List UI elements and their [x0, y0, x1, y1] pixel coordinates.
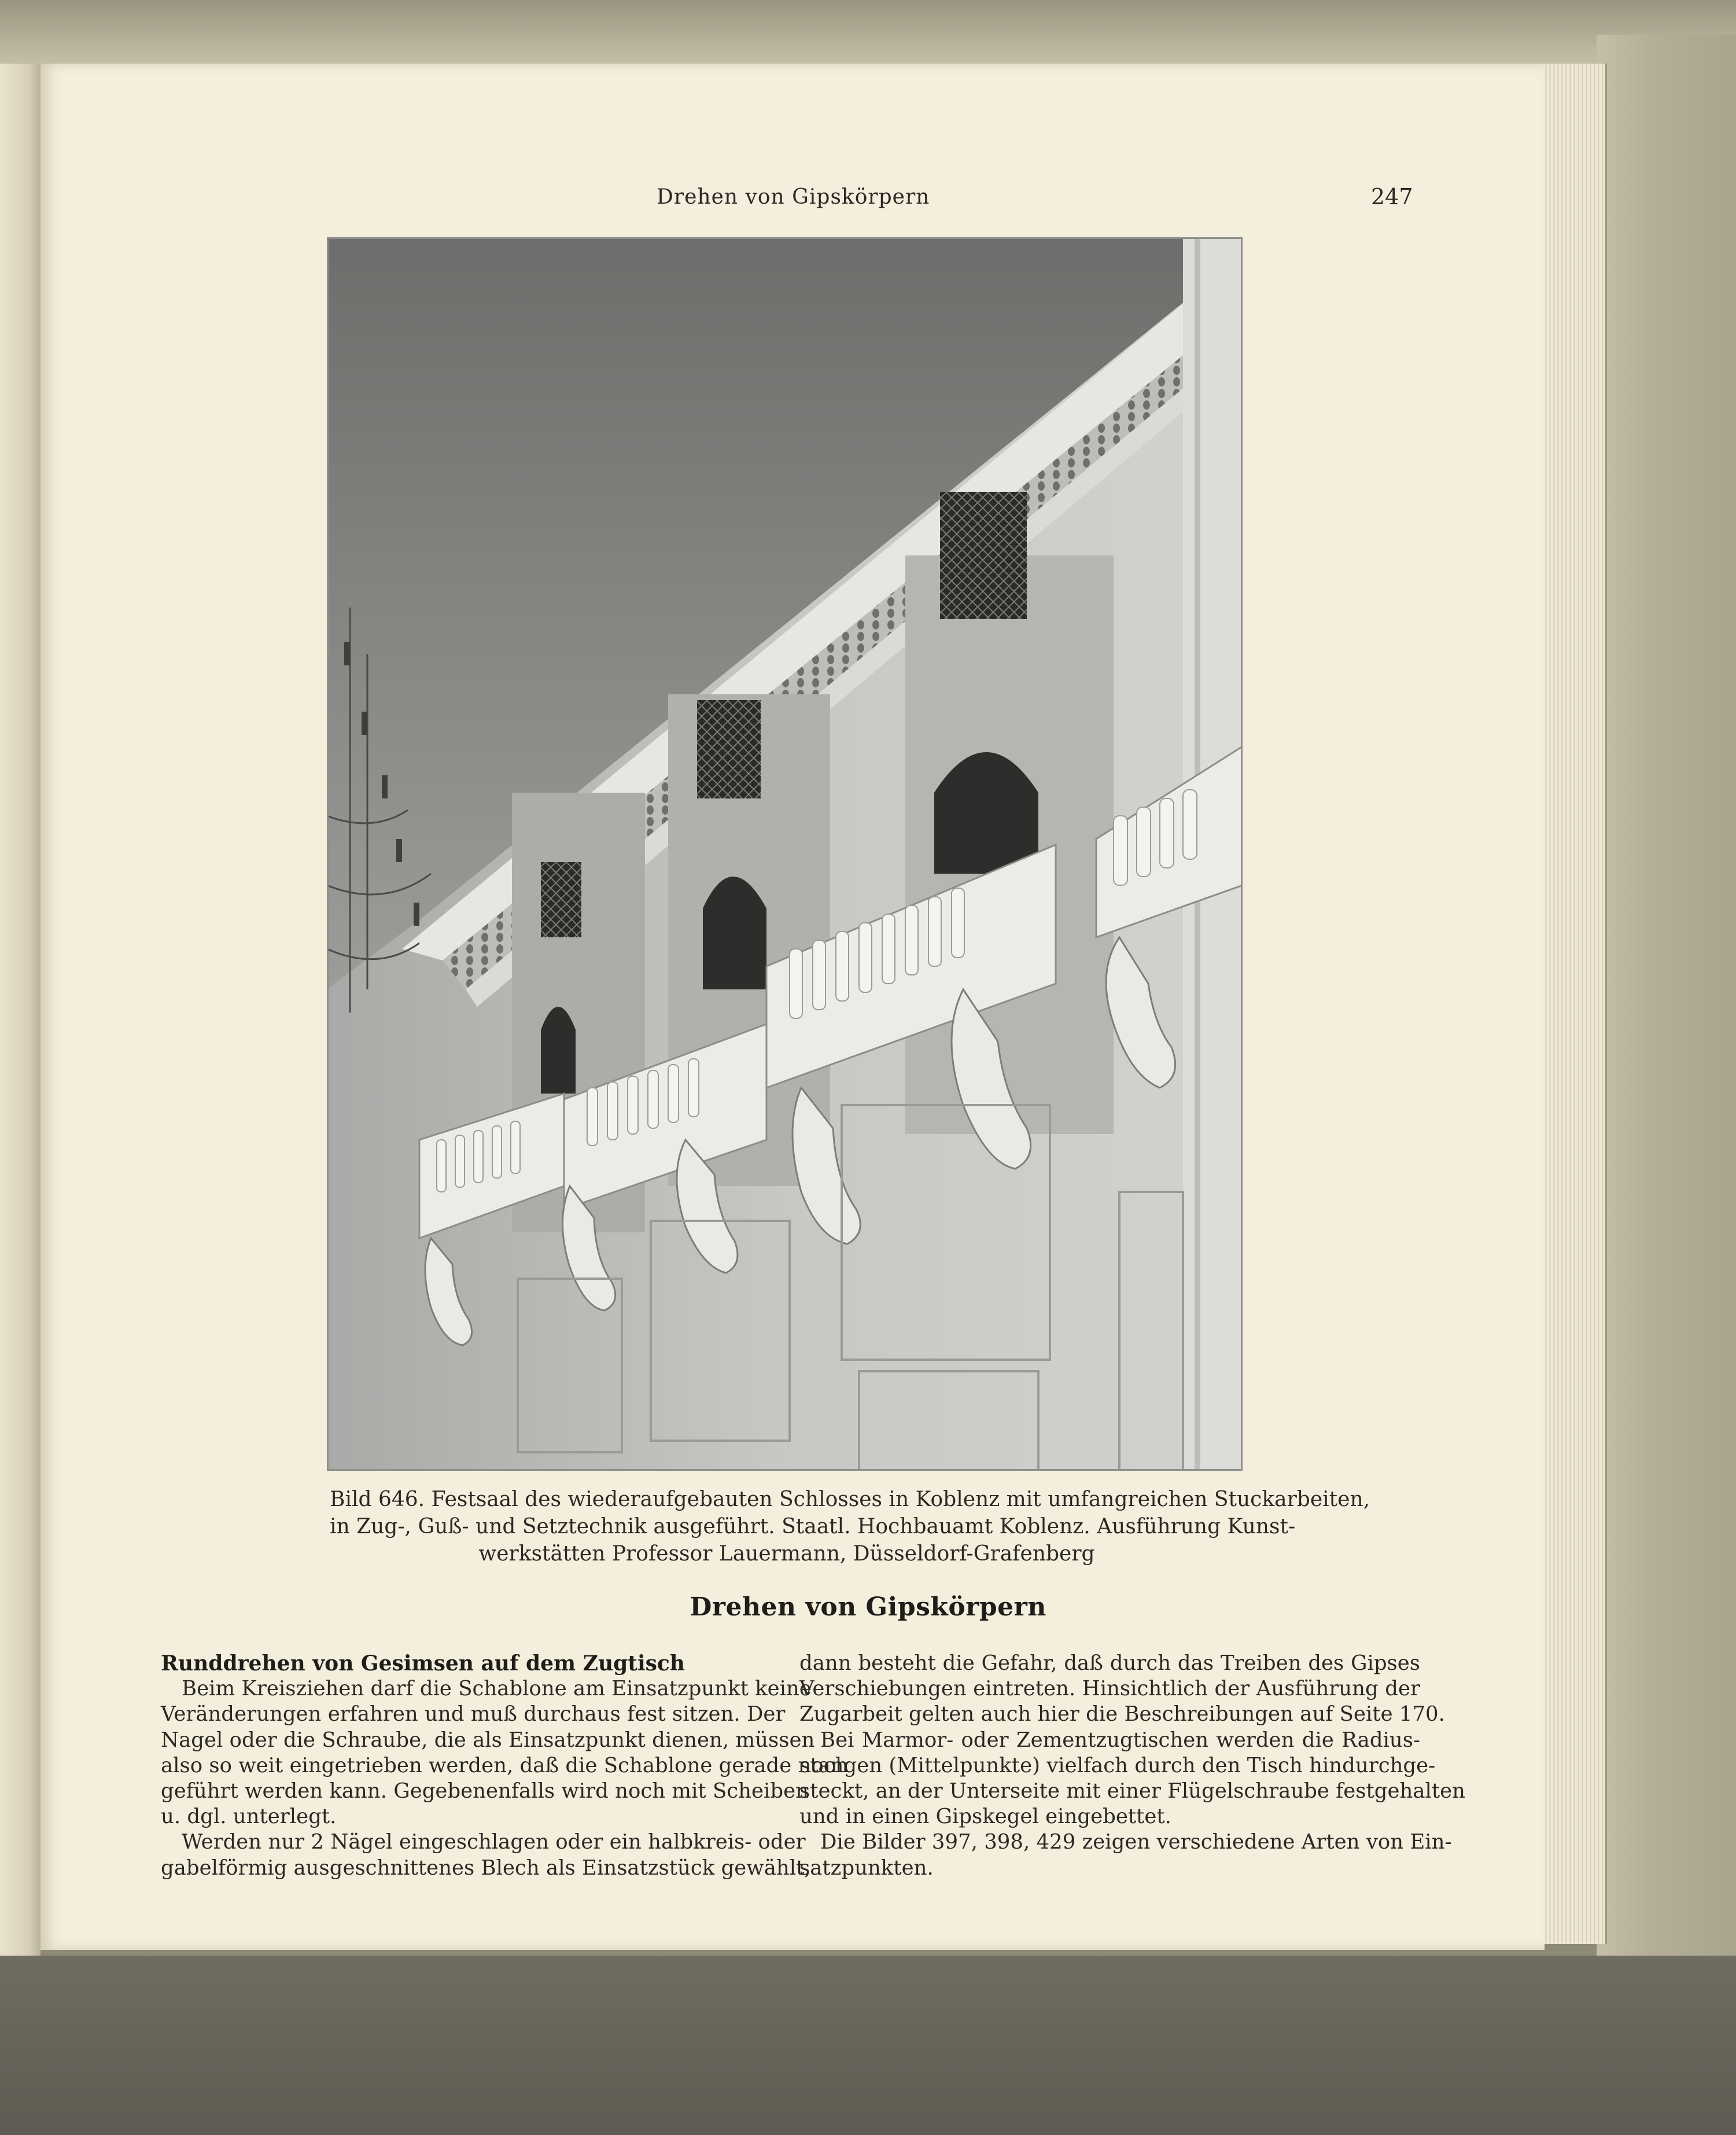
book-cover-right [1597, 35, 1736, 1990]
subheading: Runddrehen von Gesimsen auf dem Zugtisch [161, 1651, 685, 1676]
text-line: gabelförmig ausgeschnittenes Blech als Einsatzstück gewählt, [161, 1856, 811, 1880]
page-edges [1539, 64, 1607, 1944]
text-line: satzpunkten. [799, 1856, 934, 1880]
text-line: Werden nur 2 Nägel eingeschlagen oder ein halbkreis- oder [182, 1830, 806, 1854]
text-line: steckt, an der Unterseite mit einer Flügelschraube festgehalten [799, 1779, 1466, 1803]
text-line: Veränderungen erfahren und muß durchaus fest sitzen. Der [161, 1702, 786, 1727]
ballroom-photo-illustration [327, 237, 1243, 1471]
text-line: Nagel oder die Schraube, die als Einsatzpunkt dienen, müssen [161, 1728, 815, 1752]
text-line: Verschiebungen eintreten. Hinsichtlich der Ausführung der [799, 1677, 1420, 1701]
book-cover-bottom [0, 1956, 1736, 2135]
text-line: Bei Marmor- oder Zementzugtischen werden die Radius- [820, 1728, 1420, 1752]
running-head: Drehen von Gipskörpern [657, 185, 930, 209]
text-line: u. dgl. unterlegt. [161, 1805, 337, 1829]
section-heading: Drehen von Gipskörpern [690, 1592, 1046, 1622]
text-line: Beim Kreisziehen darf die Schablone am Einsatzpunkt keine [182, 1677, 812, 1701]
text-line: Zugarbeit gelten auch hier die Beschreibungen auf Seite 170. [799, 1702, 1445, 1727]
figure-caption [330, 1486, 1370, 1567]
text-line: Die Bilder 397, 398, 429 zeigen verschiedene Arten von Ein- [820, 1830, 1452, 1854]
text-line: geführt werden kann. Gegebenenfalls wird noch mit Scheiben [161, 1779, 809, 1803]
caption-line: in Zug-, Guß- und Setztechnik ausgeführt. Staatl. Hochbauamt Koblenz. Ausführung Kunst- [330, 1515, 1296, 1538]
text-line: also so weit eingetrieben werden, daß die Schablone gerade noch [161, 1753, 849, 1777]
text-line: dann besteht die Gefahr, daß durch das Treiben des Gipses [799, 1651, 1420, 1675]
right-column [799, 1651, 1466, 1881]
facing-page-edge [0, 64, 40, 1956]
text-line: und in einen Gipskegel eingebettet. [799, 1805, 1171, 1829]
caption-line: Bild 646. Festsaal des wiederaufgebauten Schlosses in Koblenz mit umfangreichen Stuckarbeiten, [330, 1488, 1370, 1511]
figure-photo [327, 237, 1243, 1471]
left-column [161, 1651, 849, 1881]
caption-line: werkstätten Professor Lauermann, Düsseldorf-Grafenberg [478, 1542, 1095, 1566]
text-line: stangen (Mittelpunkte) vielfach durch den Tisch hindurchge- [799, 1753, 1436, 1777]
page-number: 247 [1371, 184, 1413, 209]
